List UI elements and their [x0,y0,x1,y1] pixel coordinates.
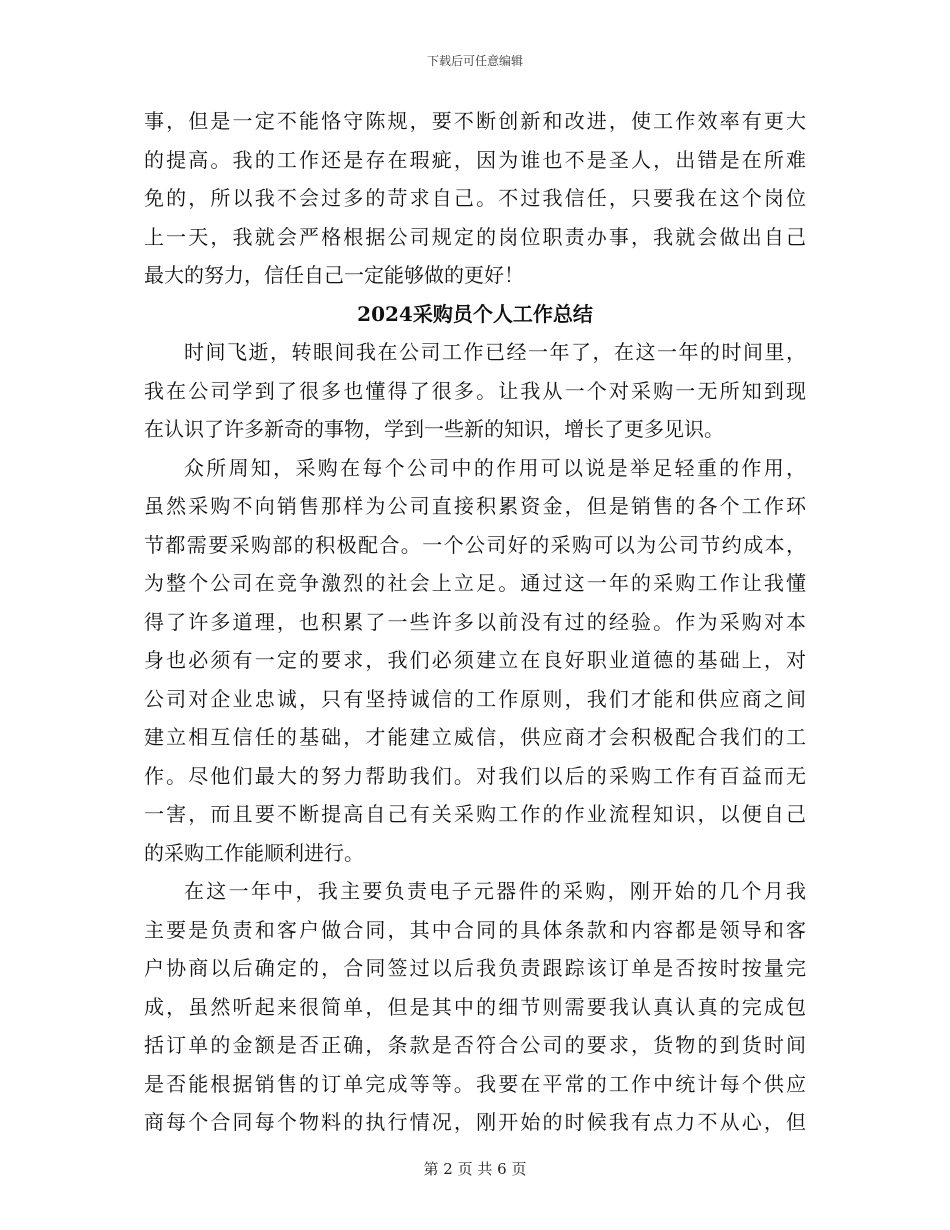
paragraph [144,333,806,449]
text-line: 虽然采购不向销售那样为公司直接积累资金，但是销售的各个工作环 [144,494,806,518]
text-line: 时间飞逝，转眼间我在公司工作已经一年了，在这一年的时间里， [184,340,806,364]
paragraph [144,449,806,873]
page-header: 下载后可任意编辑 [426,54,523,68]
text-line: 为整个公司在竞争激烈的社会上立足。通过这一年的采购工作让我懂 [144,571,806,595]
text-line: 户协商以后确定的，合同签过以后我负责跟踪该订单是否按时按量完 [144,956,806,980]
paragraph [144,872,806,1142]
text-line: 主要是负责和客户做合同，其中合同的具体条款和内容都是领导和客 [144,917,806,942]
text-line: 众所周知，采购在每个公司中的作用可以说是举足轻重的作用， [184,455,806,480]
text-line: 在认识了许多新奇的事物，学到一些新的知识，增长了更多见识。 [144,417,724,441]
text-line: 我在公司学到了很多也懂得了很多。让我从一个对采购一无所知到现 [144,378,806,403]
text-line: 成，虽然听起来很简单，但是其中的细节则需要我认真认真的完成包 [144,994,806,1019]
document-body [144,102,806,1142]
text-line: 一害，而且要不断提高自己有关采购工作的作业流程知识，以便自己 [144,802,806,826]
paragraph [144,102,806,295]
text-line: 得了许多道理，也积累了一些许多以前没有过的经验。作为采购对本 [144,609,806,634]
text-line: 节都需要采购部的积极配合。一个公司好的采购可以为公司节约成本， [144,532,806,557]
text-line: 建立相互信任的基础，才能建立威信，供应商才会积极配合我们的工 [144,725,806,749]
text-line: 事，但是一定不能恪守陈规，要不断创新和改进，使工作效率有更大 [144,109,806,133]
text-line: 是否能根据销售的订单完成等等。我要在平常的工作中统计每个供应 [144,1071,806,1096]
text-line: 括订单的金额是否正确，条款是否符合公司的要求，货物的到货时间 [144,1033,806,1057]
text-line: 最大的努力，信任自己一定能够做的更好！ [144,263,524,287]
text-line: 在这一年中，我主要负责电子元器件的采购，刚开始的几个月我 [184,879,806,903]
text-line: 上一天，我就会严格根据公司规定的岗位职责办事，我就会做出自己 [144,224,806,249]
text-line: 的提高。我的工作还是存在瑕疵，因为谁也不是圣人，出错是在所难 [144,147,806,172]
text-line: 的采购工作能顺利进行。 [144,840,364,865]
text-line: 作。尽他们最大的努力帮助我们。对我们以后的采购工作有百益而无 [144,763,806,788]
text-line: 公司对企业忠诚，只有坚持诚信的工作原则，我们才能和供应商之间 [144,686,806,711]
page-number: 第 2 页 共 6 页 [423,1160,527,1178]
text-line: 免的，所以我不会过多的苛求自己。不过我信任，只要我在这个岗位 [144,186,806,210]
section-title: 2024采购员个人工作总结 [357,301,593,326]
text-line: 商每个合同每个物料的执行情况，刚开始的时候我有点力不从心，但 [144,1110,806,1134]
text-line: 身也必须有一定的要求，我们必须建立在良好职业道德的基础上，对 [144,648,806,672]
